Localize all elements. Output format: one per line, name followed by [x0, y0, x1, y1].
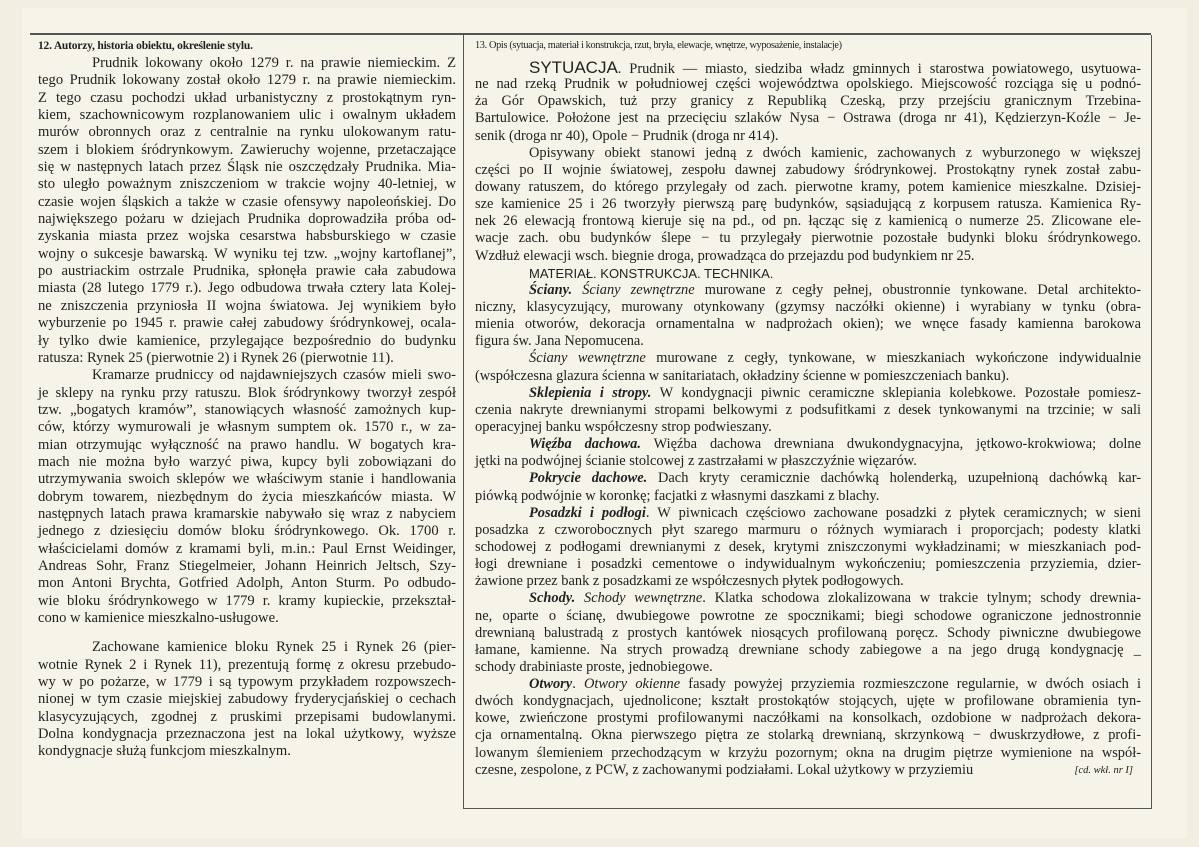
- text-segment: SYTUACJA: [529, 58, 618, 77]
- text-line: właścicielami domów z kramami byli, m.in.: Paul Ernst Weidinger,: [38, 540, 456, 557]
- text-line: jętki na podwójnej ścianie stolcowej z zastrzałami w płaszczyźnie więzarów.: [475, 453, 917, 470]
- text-line: ne, oparte o ścianę, dwubiegowe powrotne ze spocznikami; biegi schodowe ograniczone jednostronnie: [475, 607, 1141, 624]
- subsection-title: Schody.: [529, 590, 576, 607]
- text-line: po austriackim ostrzale Prudnika, spłonęła prawie cała zabudowa: [38, 263, 456, 280]
- text-line: ratusza: Rynek 25 (pierwotnie 2) i Rynek 26 (pierwotnie 11).: [38, 349, 394, 366]
- text-line: lowanym ślemieniem przechodzącym w krzyżu pozornym; okna na drugim piętrze wymienione na współ-: [475, 744, 1141, 761]
- text-line: [475, 590, 1141, 607]
- text-line: ły tylko dwie kamienice, przylegające bezpośrednio do budynku: [38, 332, 456, 349]
- text-line: schodowej z podłogami drewnianymi z desek, krytymi zniszczonymi wykładzinami; w mieszkaniach pod-: [475, 538, 1141, 555]
- paragraph: [475, 676, 1141, 779]
- text-line: (współczesna glazura ścienna w sanitariatach, okładziny ścienne w pomieszczeniach banku).: [475, 367, 1010, 384]
- paragraph: [475, 265, 1141, 282]
- text-line: niczny, klasycyzujący, murowany otynkowany (gzymsy naczółki okienne) i wyrabiany w tynku (obra-: [475, 298, 1141, 315]
- text-line: klasycyzujących, zgodnej z pruskimi przepisami budowlanymi.: [38, 708, 456, 725]
- text-line: sto uległo poważnym zniszczeniom w trakcie wojny 40-letniej, w: [38, 176, 456, 193]
- text-line: dobrym towarem, niezbędnym do życia mieszkańców miasta. W: [38, 488, 456, 505]
- text-line: [475, 436, 1141, 453]
- text-line: zyskania miasta przez wojska cesarstwa habsburskiego w czasie: [38, 228, 456, 245]
- section-13-heading: 13. Opis (sytuacja, materiał i konstrukcja, rzut, bryła, elewacje, wnętrze, wyposażenie, instalacje): [475, 40, 842, 51]
- continuation-note: [cd. wkł. nr I]: [1074, 764, 1133, 776]
- text-line: jednego z dziesięciu domów bloku śródrynkowego. Ok. 1700 r.: [38, 523, 456, 540]
- subsection-title: Pokrycie dachowe.: [529, 470, 648, 487]
- text-line: dwóch kondygnacjach, ujednolicone; kształt prostokątów stojących, ujęte w profilowane obramienia tyn-: [475, 693, 1141, 710]
- text-segment: W kondygnacji piwnic ceramiczne sklepiania kolebkowe. Pozostałe pomiesz-: [651, 384, 1141, 401]
- text-segment: czesne, zespolone, z PCW, z zachowanymi podziałami. Lokal użytkowy w przyziemiu: [475, 761, 974, 778]
- text-segment: . Klatka schodowa zlokalizowana w trakcie tylnym; schody drewnia-: [702, 590, 1141, 607]
- text-line: wotnie Rynek 2 i Rynek 11), prezentują formę z okresu przebudo-: [38, 656, 456, 673]
- text-line: mian otrzymując wyłączność na prawo handlu. W bogatych kra-: [38, 436, 456, 453]
- text-line: [475, 265, 1141, 282]
- paragraph: [475, 385, 1141, 436]
- text-line: mach nie można było warzyć piwa, kupcy byli zobowiązani do: [38, 453, 456, 470]
- text-line: miasta (28 lutego 1779 r.). Jego odbudowa trwała cztery lata Kolej-: [38, 280, 456, 297]
- text-line: senik (droga nr 40), Opole − Prudnik (droga nr 414).: [475, 127, 779, 144]
- text-line: tzw. „bogatych kramów”, stanowiących własność zamożnych kup-: [38, 401, 456, 418]
- subsection-title: Sklepienia i stropy.: [529, 384, 652, 401]
- text-line: [475, 59, 1141, 76]
- text-line: Bartulowice. Położone jest na przecięciu szlaków Nysa − Ostrawa (droga nr 41), Kędzierzyn-Koźle − Je-: [475, 110, 1141, 127]
- text-line: kowe, zwieńczone prostymi profilowanymi naczółkami na konsolkach, ozdobione w nadprożach dekora-: [475, 710, 1141, 727]
- text-segment: Schody wewnętrzne: [584, 590, 703, 607]
- text-line: cja ornamentalną. Okna pierwszego piętra ze stolarką drewnianą, skrzynkową − dwuskrzydłowe, z profi-: [475, 727, 1141, 744]
- text-line: Dolna kondygnacja przeznaczona jest na lokal użytkowy, wyższe: [38, 726, 456, 743]
- text-line: kiem, szachownicowym rozplanowaniem ulic i owalnym układem: [38, 107, 456, 124]
- subsection-title: Ściany.: [529, 281, 573, 298]
- text-line: figura św. Jana Nepomucena.: [475, 333, 644, 350]
- text-segment: . Prudnik — miasto, siedziba władz gminnych i starostwa powiatowego, usytuowa-: [617, 61, 1141, 77]
- section-13-description-box: [463, 35, 1152, 809]
- text-line: sze kamienice 25 i 26 tworzyły pierwszą parę budynków, sąsiadującą z korpusem ratusza. Kamienica Ry-: [475, 196, 1141, 213]
- text-segment: Więźba dachowa drewniana dwukondygnacyjna, jętkowo-krokwiowa; dolne: [640, 436, 1141, 453]
- text-line: Opisywany obiekt stanowi jedną z dwóch kamienic, zachowanych z wyburzonego w większej: [529, 144, 1141, 161]
- text-line: Prudnik lokowany około 1279 r. na prawie niemieckim. Z: [92, 55, 456, 71]
- text-line: [475, 350, 1141, 367]
- text-line: łamane, kamienne. Na strych prowadzą drewniane schody zabiegowe a na jego drugą kondygnację _: [475, 641, 1141, 658]
- paragraph: [475, 282, 1141, 351]
- text-line: drewnianą balustradą z prostych kantówek niosących profilowaną poręcz. Schody piwniczne dwubiegowe: [475, 624, 1141, 641]
- text-line: tego Prudnik lokowany został około 1279 r. na prawie niemieckim.: [38, 72, 456, 89]
- text-line: się w następnych latach przez Śląsk nie oszczędzały Prudnika. Mia-: [38, 159, 456, 176]
- text-line: [475, 282, 1141, 299]
- text-line: Wzdłuż elewacji wsch. biegnie droga, prowadząca do przejazdu pod budynkiem nr 25.: [475, 247, 975, 264]
- text-segment: Ściany wewnętrzne: [529, 350, 646, 367]
- text-line: Kramarze prudniccy od najdawniejszych czasów mieli swo-: [92, 367, 456, 384]
- subsection-title: Więźba dachowa.: [529, 436, 641, 453]
- text-line: Z tego czasu pochodzi układ urbanistyczny z prostokątnym ryn-: [38, 89, 456, 106]
- text-line: [475, 505, 1141, 522]
- text-line: cono w kamienice mieszkalno-usługowe.: [38, 610, 279, 626]
- text-line: posadzka z czworobocznych płyt szarego marmuru o różnych wymiarach i proporcjach; podesty klatki: [475, 521, 1141, 538]
- text-segment: Ściany zewnętrzne: [582, 281, 695, 298]
- text-line: wojny o sukcesje bawarską. W wyniku tej tzw. „wojny kartoflanej”,: [38, 245, 456, 262]
- text-line: wyburzenie po 1945 r. prawie całej zabudowy śródrynkowej, ocala-: [38, 315, 456, 332]
- text-segment: Otwory okienne: [583, 676, 681, 693]
- paragraph: [38, 55, 456, 367]
- section-13-description: [475, 37, 1141, 779]
- text-line: ża Gór Opawskich, tuż przy granicy z Republiką Czeską, przy przejściu granicznym Trzebina-: [475, 93, 1141, 110]
- text-segment: . W piwnicach częściowo zachowane posadzki z płytek ceramicznych; w sieni: [645, 504, 1142, 521]
- text-line: kondygnacje służą funkcjom mieszkalnym.: [38, 743, 291, 760]
- paragraph: [475, 436, 1141, 470]
- paragraph: [475, 59, 1141, 145]
- text-segment: Dach kryty ceramicznie dachówką holenderką, uzupełnioną dachówką kar-: [647, 470, 1141, 487]
- text-line: [475, 385, 1141, 402]
- text-line: ne zniszczenia przyniosła II wojna światowa. Jej wynikiem było: [38, 297, 456, 314]
- text-segment: fasady powyżej przyziemia rozmieszczone regularnie, w dwóch osiach i: [680, 676, 1141, 693]
- text-line: łogi drewniane i posadzki cementowe o indywidualnym wykończeniu; pomieszczenia przyziemia, dzier-: [475, 556, 1141, 573]
- text-segment: .: [572, 676, 584, 693]
- text-line: szem i blokiem śródrynkowym. Zawieruchy wojenne, przetaczające: [38, 141, 456, 158]
- text-line: czenia nakryte drewnianymi stropami belkowymi z podsufitkami z desek tynkowanymi na trzcinie; w sali: [475, 401, 1141, 418]
- paragraph: [38, 367, 456, 627]
- text-line: ne nad rzeką Prudnik w południowej części województwa opolskiego. Miejscowość rozciąga się u podnó-: [475, 76, 1141, 93]
- text-line: operacyjnej banku współczesny strop podwieszany.: [475, 418, 772, 435]
- text-line: nek 26 elewacją frontową kieruje się na pd., od pn. łącząc się z kamienicą o numerze 25. Zlicowane ele-: [475, 213, 1141, 230]
- text-line: następnych latach prawa kramarskie nabywało się wraz z nabyciem: [38, 505, 456, 522]
- subsection-title: Posadzki i podłogi: [529, 504, 646, 521]
- text-line: wy w po pożarze, w 1779 i są typowym przykładem rozpowszech-: [38, 674, 456, 691]
- text-line: Zachowane kamienice bloku Rynek 25 i Rynek 26 (pier-: [92, 639, 456, 656]
- text-line: utrzymywania swoich sklepów we właściwym stanie i handlowania: [38, 471, 456, 488]
- section-12-body: [38, 55, 456, 761]
- subsection-title: Otwory: [529, 676, 573, 693]
- paragraph: [475, 590, 1141, 676]
- text-segment: MATERIAŁ. KONSTRUKCJA. TECHNIKA.: [529, 265, 774, 281]
- text-line: schody drabiniaste proste, jednobiegowe.: [475, 658, 713, 675]
- section-12-authors-history: [38, 37, 456, 761]
- paragraph: [475, 470, 1141, 504]
- paragraph: [475, 145, 1141, 265]
- text-line: piówką podwójnie w koronkę; facjatki z własnymi daszkami z blachy.: [475, 487, 880, 504]
- text-line: żawione przez bank z posadzkami ze współczesnych płytek podłogowych.: [475, 573, 904, 590]
- section-13-body: [475, 59, 1141, 779]
- text-line: je sklepy na rynku przy ratuszu. Blok śródrynkowy tworzył zespół: [38, 384, 456, 401]
- text-line: mon Antoni Brychta, Gotfried Adolph, Anton Sturm. Po odbudo-: [38, 575, 456, 592]
- text-line: wie bloku śródrynkowego w 1779 r. kramy kupieckie, przekształ-: [38, 592, 456, 609]
- text-segment: [572, 282, 582, 298]
- paragraph: [475, 505, 1141, 591]
- text-line: nionej w tym czasie miejskiej zabudowy fryderycjańskiej o cechach: [38, 691, 456, 708]
- text-segment: murowane z cegły, tynkowane, w mieszkaniach wykończone indywidualnie: [645, 350, 1141, 367]
- text-segment: murowane z cegły pełnej, obustronnie tynkowane. Detal architekto-: [694, 281, 1141, 298]
- text-line: największego pożaru w dziejach Prudnika doprowadziła próba od-: [38, 211, 456, 228]
- text-line: czasie wojen śląskich a także w czasie ofensywy napoleońskiej. Do: [38, 193, 456, 210]
- text-line: Andreas Sohr, Franz Stiegelmeier, Johann Heinrich Jeltsch, Szy-: [38, 557, 456, 574]
- text-line: [475, 676, 1141, 693]
- text-line: dowany ratuszem, do którego przylegały od zach. pierwotne kramy, potem kamienice mieszkalne. Dzisiej-: [475, 178, 1141, 195]
- text-line: [475, 762, 1141, 779]
- text-line: części po II wojnie światowej, zespołu dawnej zabudowy śródrynkowej. Prostokątny rynek został zabu-: [475, 161, 1141, 178]
- paragraph: [38, 639, 456, 760]
- text-segment: [575, 590, 584, 606]
- text-line: [475, 470, 1141, 487]
- text-line: mienia otworów, dekoracja ornamentalna w nadprożach okien); we wnęce fasady kamienna barokowa: [475, 316, 1141, 333]
- text-line: wacje zach. obu budynków ślepe − tu przylegały pierwotnie pozostałe budynki bloku śródrynkowego.: [475, 230, 1141, 247]
- section-12-heading: 12. Autorzy, historia obiektu, określenie stylu.: [38, 40, 253, 52]
- text-line: ców, którzy wymurowali je własnym sumptem ok. 1570 r., w za-: [38, 419, 456, 436]
- text-line: murów obronnych oraz z centralnie na rynku ulokowanym ratu-: [38, 124, 456, 141]
- paragraph: [475, 350, 1141, 384]
